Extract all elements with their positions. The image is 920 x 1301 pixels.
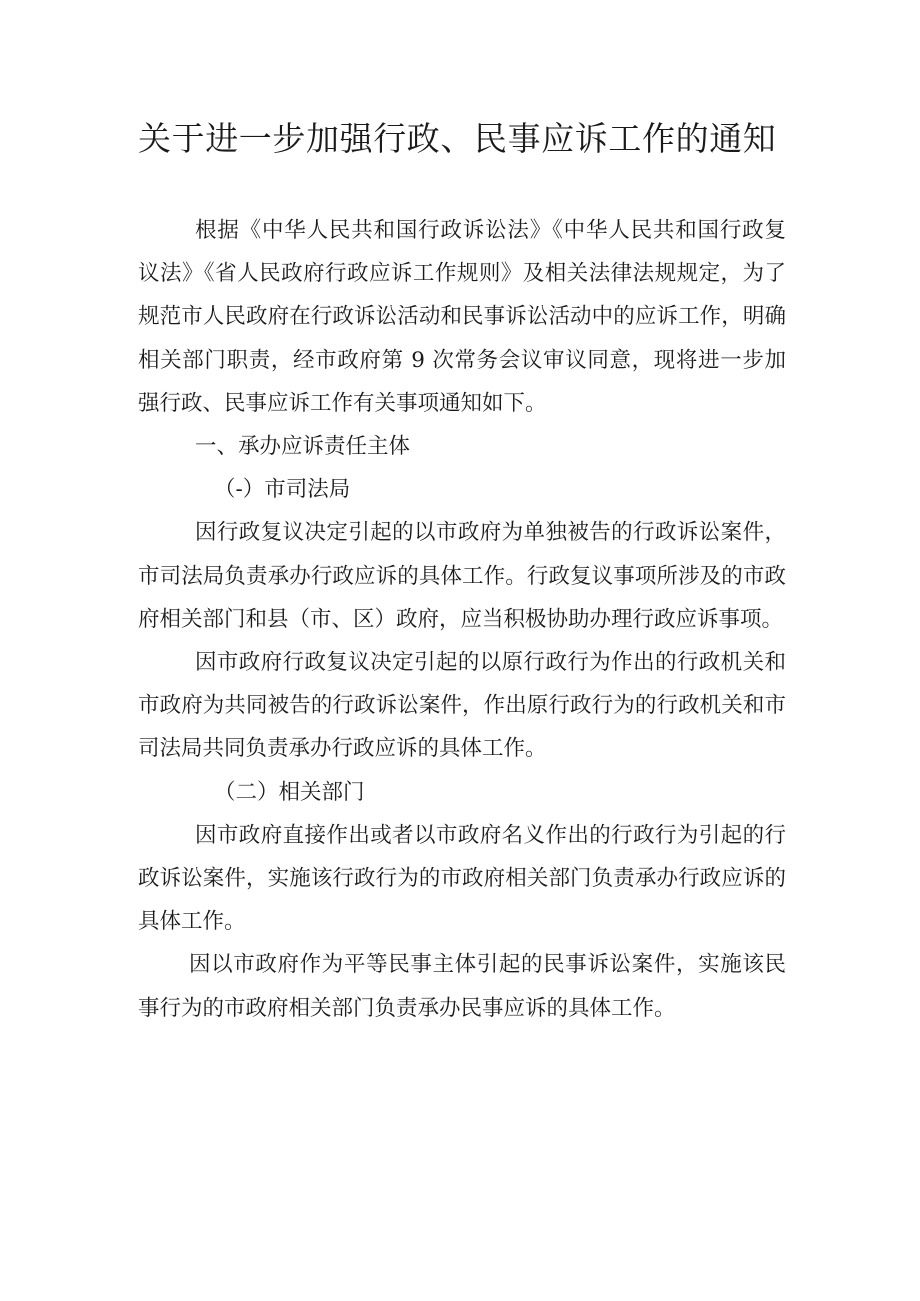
body-paragraph: 因行政复议决定引起的以市政府为单独被告的行政诉讼案件，市司法局负责承办行政应诉的具体工作。行政复议事项所涉及的市政府相关部门和县（市、区）政府，应当积极协助办理行政应诉事项。 — [138, 520, 786, 632]
document-title: 关于进一步加强行政、民事应诉工作的通知 — [138, 119, 777, 158]
body-paragraph: 因市政府行政复议决定引起的以原行政行为作出的行政机关和市政府为共同被告的行政诉讼案件，作出原行政行为的行政机关和市司法局共同负责承办行政应诉的具体工作。 — [138, 650, 786, 762]
body-paragraph: 因以市政府作为平等民事主体引起的民事诉讼案件，实施该民事行为的市政府相关部门负责承办民事应诉的具体工作。 — [138, 952, 786, 1021]
subsection-heading-justice-bureau: （-）市司法局 — [214, 477, 351, 503]
intro-paragraph: 根据《中华人民共和国行政诉讼法》《中华人民共和国行政复议法》《省人民政府行政应诉工作规则》及相关法律法规规定，为了规范市人民政府在行政诉讼活动和民事诉讼活动中的应诉工作，明确相关部门职责，经市政府第 9 次常务会议审议同意，现将进一步加强行政、民事应诉工作有关事项通知如下。 — [138, 218, 786, 416]
body-paragraph: 因市政府直接作出或者以市政府名义作出的行政行为引起的行政诉讼案件，实施该行政行为的市政府相关部门负责承办行政应诉的具体工作。 — [138, 822, 786, 935]
document-body — [138, 209, 786, 1030]
section-heading-responsible-parties: 一、承办应诉责任主体 — [195, 434, 411, 460]
subsection-heading-related-departments: （二）相关部门 — [214, 779, 365, 805]
